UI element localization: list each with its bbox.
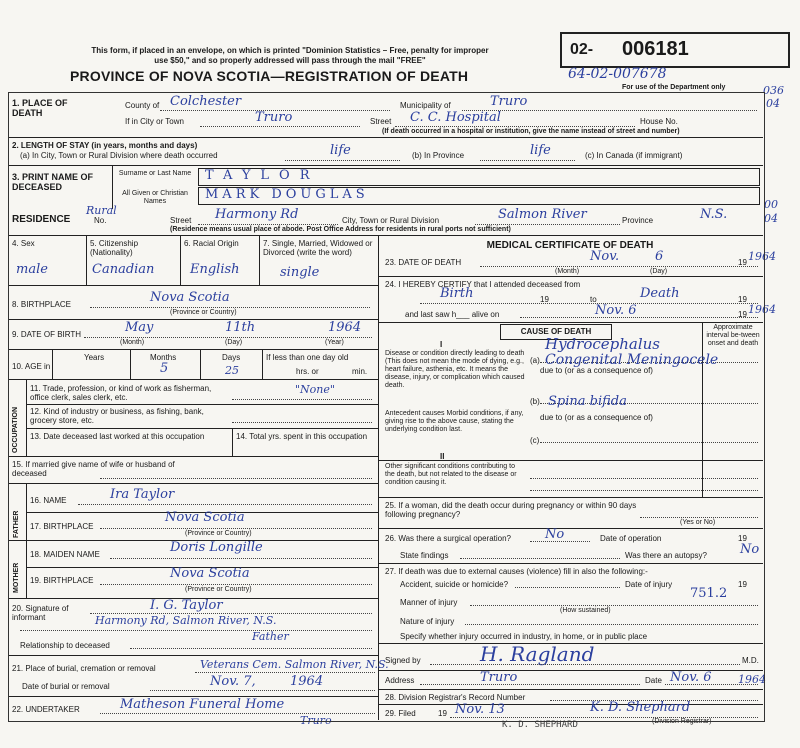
county-value: Colchester	[170, 94, 242, 109]
stay-a-label: (a) In City, Town or Rural Division where death occurred	[20, 151, 218, 160]
father-birthplace-label: 17. BIRTHPLACE	[30, 522, 94, 531]
municipality-value: Truro	[490, 94, 528, 109]
cause-part-i: I	[440, 340, 443, 349]
mail-notice-2: use $50," and so properly addressed will pass through the mail "FREE"	[154, 56, 426, 65]
burial-date-value: Nov. 7,	[210, 674, 256, 689]
nature-of-injury-label: Nature of injury	[400, 617, 455, 626]
md-label: M.D.	[742, 656, 759, 665]
form-number-box	[560, 32, 790, 68]
age-label: 10. AGE in	[12, 362, 51, 371]
municipality-label: Municipality of	[400, 101, 451, 110]
undertaker-value: Matheson Funeral Home	[120, 697, 285, 712]
occupation-14-label: 14. Total yrs. spent in this occupation	[236, 432, 368, 441]
mail-notice-1: This form, if placed in an envelope, on which is printed "Dominion Statistics – Free, penalty for improper	[91, 46, 489, 55]
physician-signature: H. Ragland	[480, 642, 595, 666]
occupation-12-label: 12. Kind of industry or business, as fishing, bank, grocery store, etc.	[30, 407, 204, 425]
father-birthplace-caption: (Province or Country)	[185, 530, 252, 537]
cause-of-death-title: CAUSE OF DEATH	[520, 327, 592, 336]
dob-day: 11th	[225, 320, 256, 335]
attended-year-prefix: 19	[540, 295, 549, 304]
length-of-stay-label: 2. LENGTH OF STAY (in years, months and days)	[12, 141, 198, 150]
place-note: (If death occurred in a hospital or institution, give the name instead of street and number)	[382, 128, 680, 135]
hrs-label: hrs. or	[296, 367, 319, 376]
occupation-13-label: 13. Date deceased last worked at this occupation	[30, 432, 205, 441]
last-saw-year: 1964	[748, 303, 776, 316]
birthplace-label: 8. BIRTHPLACE	[12, 300, 71, 309]
burial-place-label: 21. Place of burial, cremation or removal	[12, 664, 156, 673]
certify-label: 24. I HEREBY CERTIFY that I attended deceased from	[385, 280, 581, 289]
residence-note: (Residence means usual place of abode. Post Office Address for residents in rural ports not sufficient)	[170, 226, 511, 233]
age-months-value: 5	[160, 361, 169, 376]
cause-a-due-to: due to (or as a consequence of)	[540, 366, 653, 375]
street-value: C. C. Hospital	[410, 110, 501, 125]
rural-note: Rural	[86, 204, 117, 217]
stay-c-label: (c) In Canada (if immigrant)	[585, 151, 683, 160]
form-number-prefix: 02-	[570, 41, 594, 58]
citizenship-value: Canadian	[92, 262, 155, 277]
spouse-label: 15. If married give name of wife or husband of deceased	[12, 460, 175, 478]
date-of-operation-label: Date of operation	[600, 534, 662, 543]
occupation-11-value: "None"	[295, 383, 335, 396]
surgical-operation-value: No	[545, 527, 565, 542]
city-label: If in City or Town	[125, 117, 184, 126]
last-saw-year-prefix: 19	[738, 310, 747, 319]
form-number: 006181	[622, 38, 689, 60]
relationship-label: Relationship to deceased	[20, 641, 110, 650]
sex-label: 4. Sex	[12, 239, 35, 248]
occupation-11-label: 11. Trade, profession, or kind of work as fisherman, office clerk, sales clerk, etc.	[30, 384, 212, 402]
mother-side-label: MOTHER	[13, 562, 20, 593]
birthplace-caption: (Province or Country)	[170, 309, 237, 316]
date-of-death-month: Nov.	[590, 249, 620, 264]
mother-maiden-value: Doris Longille	[170, 540, 263, 555]
yes-no-caption: (Yes or No)	[680, 519, 716, 526]
autopsy-value: No	[740, 542, 760, 557]
dob-year: 1964	[328, 320, 362, 335]
attended-to-value: Death	[640, 286, 680, 301]
cause-c-value: Spina bifida	[548, 394, 627, 409]
street-label: Street	[370, 117, 392, 126]
given-names-value: MARK DOUGLAS	[205, 187, 369, 202]
cause-b-label: (b)	[530, 397, 540, 406]
injury-year-prefix: 19	[738, 580, 747, 589]
city-value: Truro	[255, 110, 293, 125]
state-findings-label: State findings	[400, 551, 449, 560]
accident-label: Accident, suicide or homicide?	[400, 580, 509, 589]
mother-birthplace-caption: (Province or Country)	[185, 586, 252, 593]
form-title: PROVINCE OF NOVA SCOTIA—REGISTRATION OF DEATH	[70, 68, 469, 84]
attended-to-year-prefix: 19	[738, 295, 747, 304]
birthplace-value: Nova Scotia	[150, 290, 230, 305]
res-code-1: 00	[764, 198, 778, 211]
stay-b-label: (b) In Province	[412, 151, 465, 160]
res-street-label: Street	[170, 216, 192, 225]
dob-month: May	[125, 320, 154, 335]
death-month-caption: (Month)	[555, 268, 580, 275]
other-conditions-label: Other significant conditions contributing to the death, but not related to the disease or condition causing it.	[385, 463, 517, 486]
marital-label: 7. Single, Married, Widowed or Divorced (write the word)	[263, 239, 373, 257]
res-street-value: Harmony Rd	[215, 207, 299, 222]
registrar-stamp: K. D. SHEPHARD	[502, 720, 578, 730]
signed-by-label: Signed by	[385, 656, 421, 665]
dob-month-caption: (Month)	[120, 339, 145, 346]
specify-injury-label: Specify whether injury occurred in industry, in home, or in public place	[400, 632, 648, 641]
date-of-death-label: 23. DATE OF DEATH	[385, 258, 462, 267]
burial-place-value: Veterans Cem. Salmon River, N.S.	[200, 658, 389, 671]
physician-address-value: Truro	[480, 670, 518, 685]
burial-date-label: Date of burial or removal	[22, 682, 110, 691]
res-city-value: Salmon River	[498, 207, 587, 222]
informant-signature: I. G. Taylor	[150, 598, 223, 613]
disease-label: Disease or condition directly leading to death (This does not mean the mode of dying, e.g., heart failure, asthenia, etc. It means the disease, injury, or complication which caused death.	[385, 350, 525, 389]
autopsy-label: Was there an autopsy?	[625, 551, 707, 560]
manner-of-injury-label: Manner of injury	[400, 598, 458, 607]
res-no-label: No.	[94, 216, 107, 225]
dept-code-1: 036	[763, 84, 784, 97]
father-side-label: FATHER	[13, 510, 20, 538]
last-saw-value: Nov. 6	[595, 303, 637, 318]
date-of-injury-label: Date of injury	[625, 580, 673, 589]
given-names-label: All Given or Christian Names	[122, 190, 188, 205]
external-causes-label: 27. If death was due to external causes (violence) fill in also the following:-	[385, 567, 648, 576]
racial-origin-label: 6. Racial Origin	[184, 239, 239, 248]
filed-date-value: Nov. 13	[455, 702, 505, 717]
burial-year-value: 1964	[290, 674, 324, 689]
attended-to-label: to	[590, 295, 597, 304]
relationship-value: Father	[252, 630, 289, 643]
age-days-value: 25	[225, 364, 239, 377]
registrar-signature: K. D. Shephard	[590, 700, 691, 715]
deceased-name-label: 3. PRINT NAME OF DECEASED	[12, 172, 94, 192]
antecedent-label: Antecedent causes Morbid conditions, if any, giving rise to the above cause, stating the underlying condition last.	[385, 410, 524, 433]
residence-label: RESIDENCE	[12, 214, 71, 225]
res-province-label: Province	[622, 216, 654, 225]
stay-b-value: life	[530, 143, 551, 158]
dept-code-2: 04	[766, 97, 780, 110]
how-sustained-caption: (How sustained)	[560, 607, 611, 614]
cause-b-due-to: due to (or as a consequence of)	[540, 413, 653, 422]
min-label: min.	[352, 367, 368, 376]
sex-value: male	[16, 262, 48, 277]
mother-maiden-label: 18. MAIDEN NAME	[30, 550, 100, 559]
mother-birthplace-value: Nova Scotia	[170, 566, 250, 581]
dob-day-caption: (Day)	[225, 339, 243, 346]
handwritten-reg-number: 64-02-007678	[568, 66, 667, 82]
physician-address-label: Address	[385, 676, 415, 685]
registrar-record-label: 28. Division Registrar's Record Number	[385, 693, 526, 702]
surname-label: Surname or Last Name	[118, 170, 192, 177]
cause-b-value: Congenital Meningocele	[545, 352, 719, 368]
place-of-death-label: 1. PLACE OF DEATH	[12, 98, 68, 118]
surgical-operation-label: 26. Was there a surgical operation?	[385, 534, 511, 543]
cause-a-label: (a)	[530, 356, 540, 365]
dob-label: 9. DATE OF BIRTH	[12, 330, 82, 339]
dob-year-caption: (Year)	[325, 339, 344, 346]
informant-label: 20. Signature of informant	[12, 604, 69, 622]
occupation-side-label: OCCUPATION	[12, 406, 19, 453]
citizenship-label: 5. Citizenship (Nationality)	[90, 239, 139, 257]
cause-a-value: Hydrocephalus	[545, 335, 660, 353]
age-months-label: Months	[150, 353, 177, 362]
filed-label: 29. Filed	[385, 709, 416, 718]
pregnancy-label: 25. If a woman, did the death occur during pregnancy or within 90 days following pregnancy?	[385, 501, 637, 519]
father-name-value: Ira Taylor	[110, 487, 175, 502]
county-label: County of	[125, 101, 160, 110]
dept-use-label: For use of the Department only	[622, 84, 726, 91]
stay-a-value: life	[330, 143, 351, 158]
form-frame	[8, 92, 765, 722]
age-years-label: Years	[84, 353, 105, 362]
interval-label: Approximate interval be-tween onset and death	[706, 324, 760, 347]
informant-address: Harmony Rd, Salmon River, N.S.	[95, 614, 277, 627]
age-days-label: Days	[222, 353, 241, 362]
death-day-caption: (Day)	[650, 268, 668, 275]
filed-year-prefix: 19	[438, 709, 447, 718]
father-name-label: 16. NAME	[30, 496, 67, 505]
marital-value: single	[280, 265, 320, 280]
surname-value: TAYLOR	[205, 168, 320, 183]
res-province-value: N.S.	[700, 207, 728, 222]
operation-year-prefix: 19	[738, 534, 747, 543]
undertaker-town: Truro	[300, 714, 332, 727]
father-birthplace-value: Nova Scotia	[165, 510, 245, 525]
undertaker-label: 22. UNDERTAKER	[12, 705, 80, 714]
date-of-death-year-prefix: 19	[738, 258, 747, 267]
racial-origin-value: English	[190, 262, 240, 277]
last-saw-label: and last saw h___ alive on	[405, 310, 500, 319]
less-than-day-label: If less than one day old	[266, 353, 349, 362]
house-no-label: House No.	[640, 117, 678, 126]
res-code-2: 04	[764, 212, 778, 225]
date-of-death-day: 6	[655, 249, 664, 264]
mother-birthplace-label: 19. BIRTHPLACE	[30, 576, 94, 585]
signed-date-value: Nov. 6	[670, 670, 712, 685]
date-of-death-year: 1964	[748, 250, 776, 263]
attended-from-value: Birth	[440, 286, 474, 301]
signed-date-year: 1964	[738, 673, 766, 686]
cause-part-ii: II	[440, 452, 445, 461]
classification-code: 751.2	[690, 586, 728, 601]
signed-date-label: Date	[645, 676, 662, 685]
res-city-label: City, Town or Rural Division	[342, 216, 440, 225]
cause-c-label: (c)	[530, 436, 540, 445]
medical-certificate-title: MEDICAL CERTIFICATE OF DEATH	[486, 240, 654, 251]
division-registrar-caption: (Division Registrar)	[652, 718, 712, 725]
